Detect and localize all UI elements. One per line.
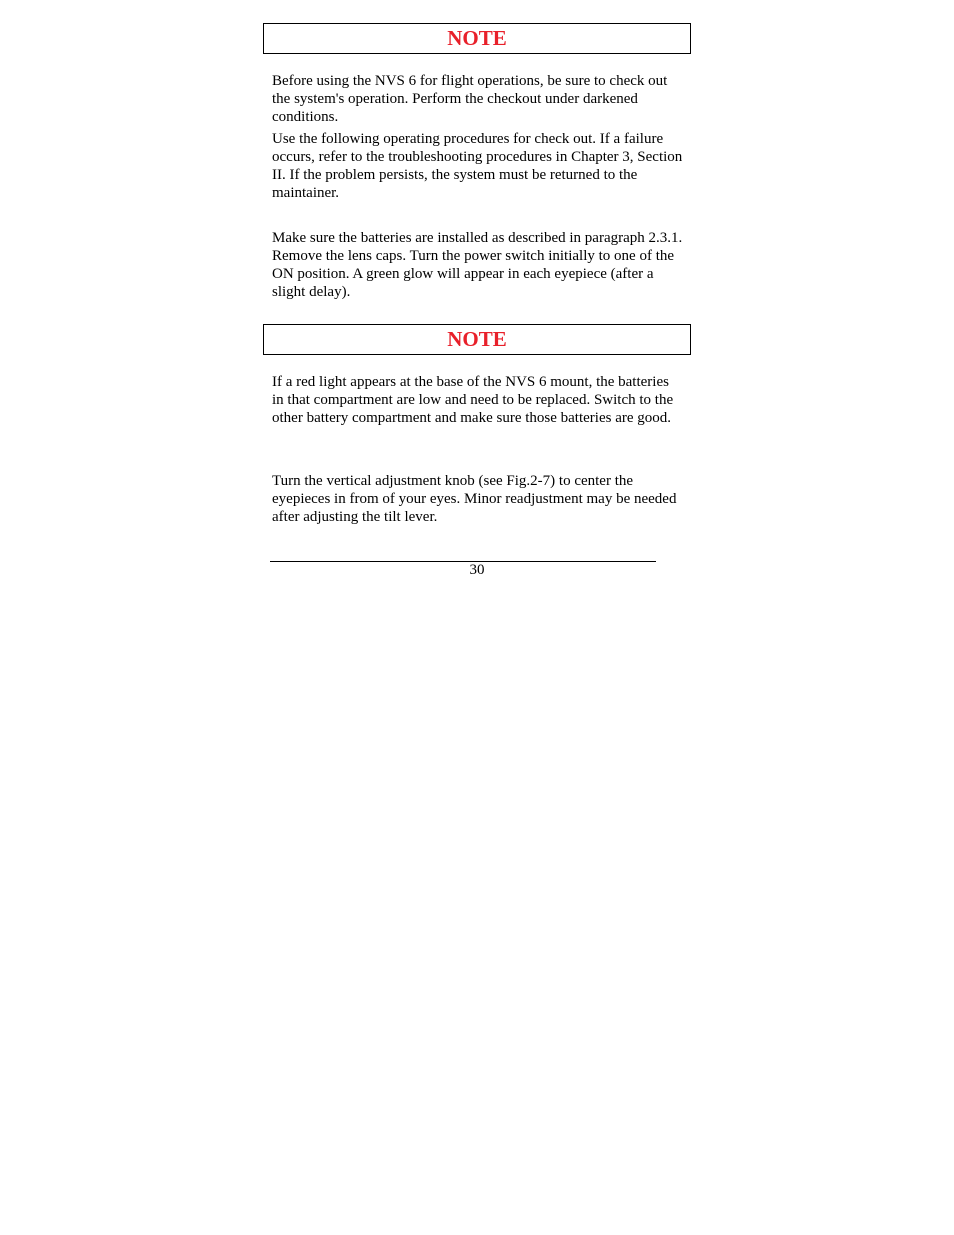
note-title: NOTE xyxy=(447,327,507,351)
paragraph-red-light: If a red light appears at the base of the NVS 6 mount, the batteries in that compartment are low and need to be replaced. Switch to the other battery compartment and make sure those batteries are good. xyxy=(272,374,674,426)
paragraph-batteries: Make sure the batteries are installed as described in paragraph 2.3.1. Remove the lens caps. Turn the power switch initially to one of the ON position. A green glow will appear in each eyepiece (after a slight delay). xyxy=(272,230,683,300)
note-box-1 xyxy=(263,23,691,54)
note-title: NOTE xyxy=(447,26,507,50)
note-box-2 xyxy=(263,324,691,355)
paragraph-procedures: Use the following operating procedures for check out. If a failure occurs, refer to the troubleshooting procedures in Chapter 3, Section II. If the problem persists, the system must be returned to the maintainer. xyxy=(272,131,683,201)
paragraph-vertical-adjustment: Turn the vertical adjustment knob (see Fig.2-7) to center the eyepieces in from of your eyes. Minor readjustment may be needed after adjusting the tilt lever. xyxy=(272,473,677,525)
page-number: 30 xyxy=(469,562,485,578)
paragraph-checkout-intro: Before using the NVS 6 for flight operations, be sure to check out the system's operation. Perform the checkout under darkened conditions. xyxy=(272,73,668,125)
